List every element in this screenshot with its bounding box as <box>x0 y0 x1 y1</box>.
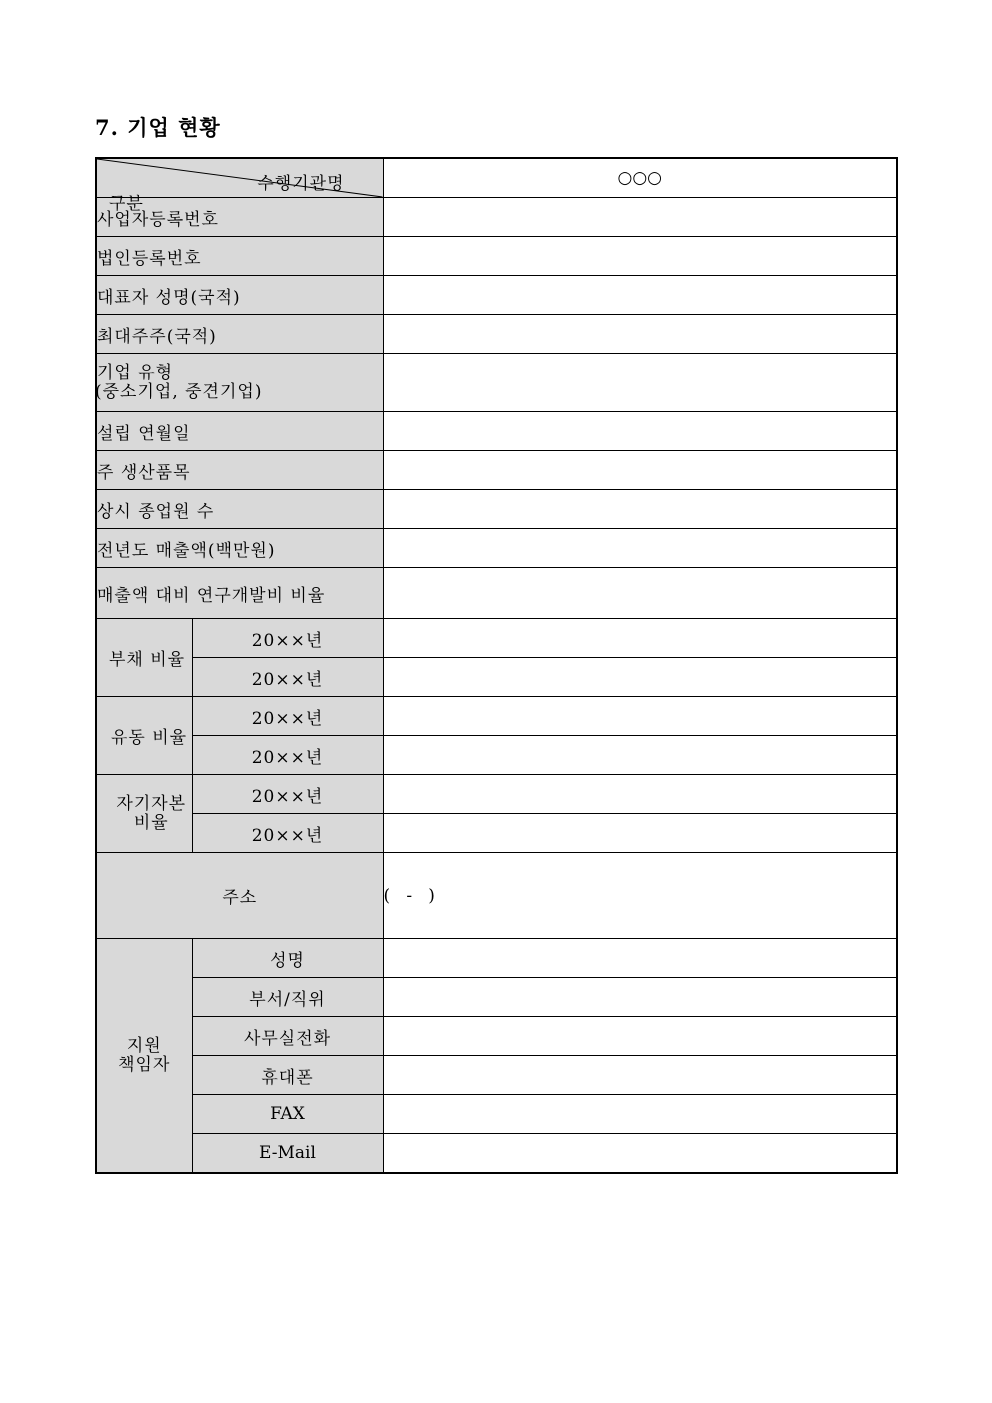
table-row <box>96 619 897 658</box>
debt-year-2-field[interactable] <box>383 658 897 697</box>
corp-reg-label: 법인등록번호 <box>96 237 383 276</box>
major-holder-label: 최대주주(국적) <box>96 315 383 354</box>
table-row <box>96 237 897 276</box>
contact-name-label: 성명 <box>192 939 383 978</box>
contact-person-line1: 지원 <box>126 1035 162 1056</box>
equity-year-1: 20××년 <box>192 775 383 814</box>
products-label: 주 생산품목 <box>96 451 383 490</box>
table-row <box>96 775 897 814</box>
table-row <box>96 1134 897 1174</box>
header-row <box>96 158 897 198</box>
company-type-field[interactable] <box>383 354 897 412</box>
table-row <box>96 978 897 1017</box>
contact-office-phone-label: 사무실전화 <box>192 1017 383 1056</box>
liquidity-year-1-field[interactable] <box>383 697 897 736</box>
table-row <box>96 1056 897 1095</box>
table-row <box>96 939 897 978</box>
contact-person-line2: 책임자 <box>118 1054 171 1075</box>
contact-email-label: E-Mail <box>192 1134 383 1174</box>
table-row <box>96 1017 897 1056</box>
table-row <box>96 697 897 736</box>
employees-label: 상시 종업원 수 <box>96 490 383 529</box>
products-field[interactable] <box>383 451 897 490</box>
table-row <box>96 451 897 490</box>
debt-year-1: 20××년 <box>192 619 383 658</box>
contact-mobile-label: 휴대폰 <box>192 1056 383 1095</box>
contact-fax-label: FAX <box>192 1095 383 1134</box>
table-row <box>96 412 897 451</box>
liquidity-year-2-field[interactable] <box>383 736 897 775</box>
table-row <box>96 814 897 853</box>
rnd-ratio-field[interactable] <box>383 568 897 619</box>
debt-year-2: 20××년 <box>192 658 383 697</box>
company-status-table <box>95 157 898 1174</box>
org-name-label: 수행기관명 <box>257 174 345 194</box>
table-row <box>96 1095 897 1134</box>
category-label: 구분 <box>109 194 144 214</box>
table-row <box>96 568 897 619</box>
major-holder-field[interactable] <box>383 315 897 354</box>
address-field[interactable]: ( - ) <box>383 853 897 939</box>
debt-ratio-label: 부채 비율 <box>96 619 192 697</box>
equity-year-1-field[interactable] <box>383 775 897 814</box>
liquidity-year-2: 20××년 <box>192 736 383 775</box>
table-row <box>96 276 897 315</box>
founded-field[interactable] <box>383 412 897 451</box>
biz-reg-label: 사업자등록번호 <box>96 198 383 237</box>
contact-name-field[interactable] <box>383 939 897 978</box>
debt-year-1-field[interactable] <box>383 619 897 658</box>
contact-mobile-field[interactable] <box>383 1056 897 1095</box>
company-type-label <box>96 354 383 412</box>
founded-label: 설립 연월일 <box>96 412 383 451</box>
contact-dept-label: 부서/직위 <box>192 978 383 1017</box>
contact-office-phone-field[interactable] <box>383 1017 897 1056</box>
liquidity-ratio-label: 유동 비율 <box>96 697 192 775</box>
contact-fax-field[interactable] <box>383 1095 897 1134</box>
table-row <box>96 736 897 775</box>
table-row <box>96 490 897 529</box>
table-row <box>96 315 897 354</box>
sales-label: 전년도 매출액(백만원) <box>96 529 383 568</box>
biz-reg-field[interactable] <box>383 198 897 237</box>
corp-reg-field[interactable] <box>383 237 897 276</box>
company-type-line1: 기업 유형 <box>97 362 174 383</box>
section-title: 7. 기업 현황 <box>95 115 221 140</box>
address-label: 주소 <box>96 853 383 939</box>
company-type-line2: (중소기업, 중견기업) <box>95 381 263 402</box>
table-row <box>96 354 897 412</box>
liquidity-year-1: 20××년 <box>192 697 383 736</box>
ceo-label: 대표자 성명(국적) <box>96 276 383 315</box>
table-row <box>96 198 897 237</box>
contact-email-field[interactable] <box>383 1134 897 1174</box>
equity-year-2-field[interactable] <box>383 814 897 853</box>
sales-field[interactable] <box>383 529 897 568</box>
rnd-ratio-label: 매출액 대비 연구개발비 비율 <box>96 568 383 619</box>
table-row <box>96 658 897 697</box>
table-row <box>96 853 897 939</box>
table-row <box>96 529 897 568</box>
diagonal-header-cell <box>96 158 383 214</box>
equity-ratio-line2: 비율 <box>133 812 169 833</box>
employees-field[interactable] <box>383 490 897 529</box>
equity-year-2: 20××년 <box>192 814 383 853</box>
contact-person-label <box>96 939 192 1174</box>
contact-dept-field[interactable] <box>383 978 897 1017</box>
equity-ratio-label <box>96 775 192 853</box>
ceo-field[interactable] <box>383 276 897 315</box>
equity-ratio-line1: 자기자본 <box>116 793 187 814</box>
org-name-value[interactable]: ○○○ <box>383 158 897 198</box>
